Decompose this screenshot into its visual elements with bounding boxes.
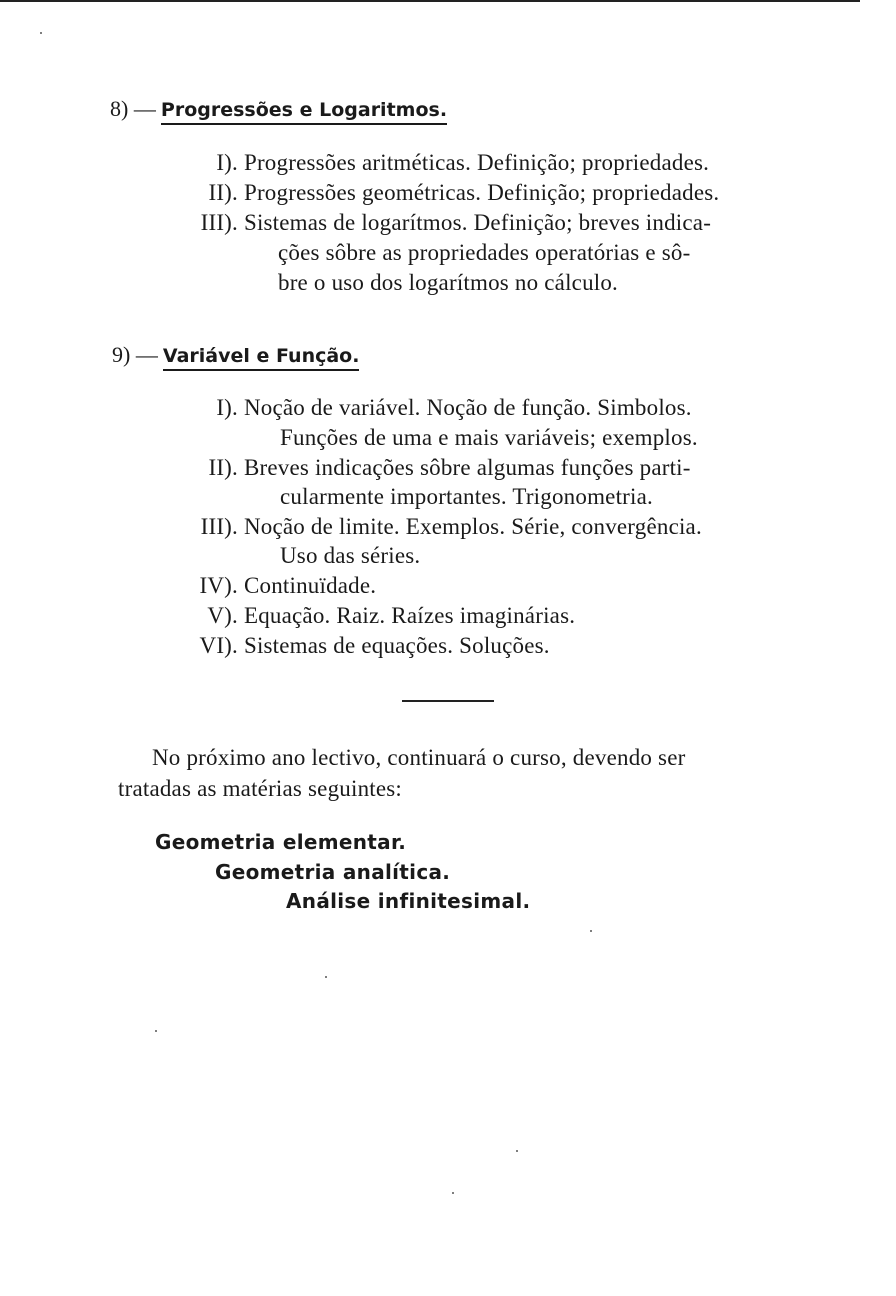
top-edge-rule [0,0,860,2]
scan-speck [155,1030,157,1032]
section-9-item-1 [180,395,692,421]
closing-line-1: No próximo ano lectivo, continuará o curso, devendo ser [152,745,686,770]
item-text: Breves indicações sôbre algumas funções parti- [243,455,691,480]
item-text: Continuïdade. [243,573,377,598]
scan-speck [325,976,327,978]
section-9-item-4 [180,573,376,599]
section-9-item-6 [180,633,550,659]
item-text: Sistemas de equações. Soluções. [243,633,550,658]
section-8-item-3 [180,210,711,236]
scan-speck [590,930,592,932]
section-9-title: Variável e Função. [163,345,360,371]
item-numeral: II). [208,180,238,205]
section-9-item-3-continued: Uso das séries. [280,543,421,568]
section-9-number: 9) — [112,342,158,367]
section-9-item-5 [180,603,575,629]
section-9-item-2-continued: cularmente importantes. Trigonometria. [280,484,653,509]
section-9-item-2 [180,455,691,481]
item-text: Progressões aritméticas. Definição; propriedades. [243,150,710,175]
section-9-heading [112,342,359,368]
subject-geometria-elementar: Geometria elementar. [155,830,407,854]
item-numeral: I). [216,150,238,175]
section-8-heading [110,96,447,122]
item-text: Sistemas de logarítmos. Definição; breves indica- [243,210,712,235]
item-text: Progressões geométricas. Definição; propriedades. [243,180,720,205]
scan-speck [40,32,42,34]
section-9-item-3 [180,514,702,540]
section-8-number: 8) — [110,96,156,121]
item-text: Noção de variável. Noção de função. Simbolos. [243,395,692,420]
item-numeral: III). [200,210,238,235]
item-numeral: I). [216,395,238,420]
item-numeral: II). [208,455,238,480]
item-numeral: VI). [199,633,238,658]
closing-line-2: tratadas as matérias seguintes: [118,776,403,801]
item-numeral: III). [200,514,238,539]
item-text: Equação. Raiz. Raízes imaginárias. [243,603,576,628]
item-numeral: IV). [199,573,238,598]
section-8-title: Progressões e Logaritmos. [161,99,447,125]
item-numeral: V). [207,603,238,628]
scan-speck [516,1150,518,1152]
section-8-item-3-continued: bre o uso dos logarítmos no cálculo. [278,270,619,295]
section-9-item-1-continued: Funções de uma e mais variáveis; exemplos. [280,425,698,450]
section-8-item-1 [180,150,709,176]
subject-analise-infinitesimal: Análise infinitesimal. [286,889,531,913]
section-8-item-2 [180,180,719,206]
section-divider [402,700,494,702]
scan-speck [452,1192,454,1194]
item-text: Noção de limite. Exemplos. Série, convergência. [243,514,702,539]
subject-geometria-analitica: Geometria analítica. [215,860,451,884]
section-8-item-3-continued: ções sôbre as propriedades operatórias e sô- [278,240,691,265]
